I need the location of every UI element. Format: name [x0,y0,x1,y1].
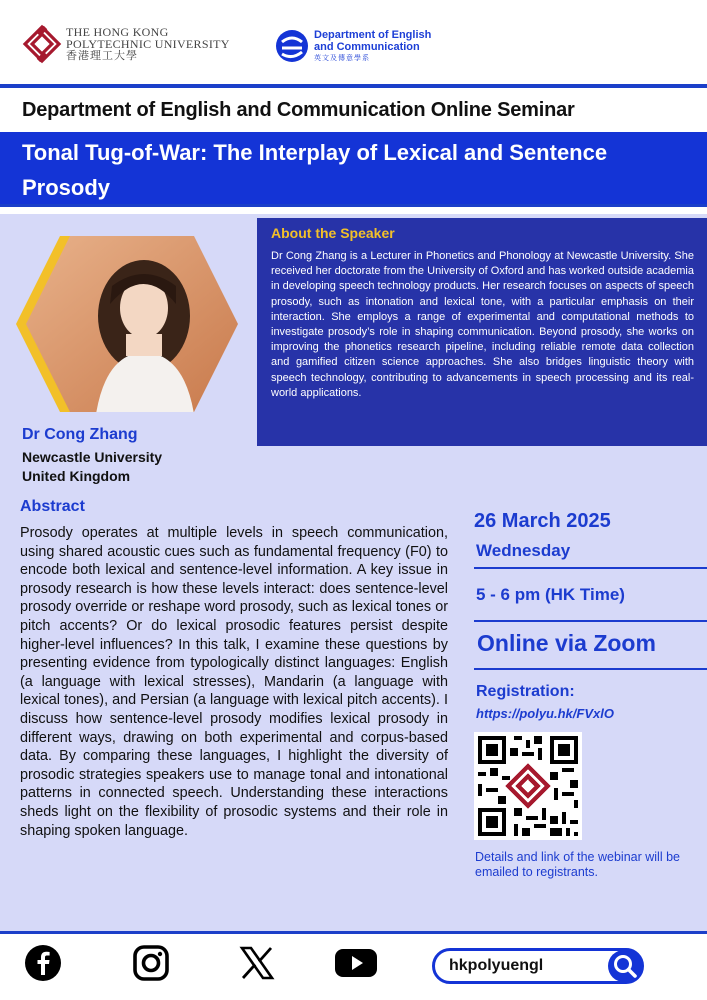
social-handle: hkpolyuengl [449,957,544,974]
university-cn: 香港理工大學 [66,50,138,62]
speaker-affiliation: Newcastle University [22,449,163,465]
x-twitter-icon[interactable] [238,944,276,982]
facebook-icon[interactable] [24,944,62,982]
polyu-logo-icon [22,24,62,64]
social-handle-search[interactable] [432,948,644,984]
speaker-country: United Kingdom [22,468,131,484]
about-speaker-text: Dr Cong Zhang is a Lecturer in Phonetics and Phonology at Newcastle University. She received her doctorate from the University of Oxford and has worked outside academia in developing speech technology products. Her research focuses on aspects of speech prosody, such as intonation and lexical tone, with a particular emphasis on their interaction. She employs a range of experimental and computational methods to investigate prosody’s role in shaping communication. Beyond prosody, she works on improving the phonetics research pipeline, including reliable remote data collection and gamified citizen science approaches. She also bridges linguistic theory with speech technology, contributing to advancements in speech processing and its real-world applications. [271,250,694,399]
abstract-title: Abstract [20,498,85,515]
event-venue: Online via Zoom [477,630,656,656]
event-date: 26 March 2025 [474,510,611,532]
seminar-series-title: Department of English and Communication Online Seminar [22,99,575,121]
speaker-name: Dr Cong Zhang [22,426,138,443]
department-logo-icon [274,28,310,64]
registration-label: Registration: [476,683,575,700]
university-line1: THE HONG KONG [66,25,169,39]
university-line2: POLYTECHNIC UNIVERSITY [66,37,230,51]
registration-qr-code[interactable] [474,732,582,840]
speaker-affiliation-block [22,448,162,486]
talk-title: Tonal Tug-of-War: The Interplay of Lexical and Sentence Prosody [22,140,608,200]
registration-note: Details and link of the webinar will be emailed to registrants. [475,850,680,879]
registration-link[interactable]: https://polyu.hk/FVxlO [476,706,614,721]
about-speaker-title: About the Speaker [271,225,395,241]
instagram-icon[interactable] [132,944,170,982]
dept-line1: Department of English [314,29,432,41]
department-name [314,29,431,65]
header [0,0,707,84]
youtube-icon[interactable] [334,944,378,982]
header-rule [0,84,707,88]
dept-cn: 英文及傳意學系 [314,55,370,62]
event-time: 5 - 6 pm (HK Time) [476,585,625,604]
divider-2 [474,620,707,622]
about-speaker-box [257,218,707,446]
divider-1 [474,567,707,569]
event-weekday: Wednesday [476,541,571,560]
search-icon [608,950,642,982]
speaker-photo [16,234,241,414]
title-band [0,132,707,204]
divider-3 [474,668,707,670]
dept-line2: and Communication [314,41,420,53]
title-rule [0,204,707,207]
university-name [66,26,230,62]
search-button[interactable] [608,950,642,982]
abstract-text: Prosody operates at multiple levels in speech communication, using shared acoustic cues such as fundamental frequency (F0) to encode both lexical and sentence-level information. A key issue in prosody research is how these levels interact: does sentence-level prosody override or reshape word prosody, such as lexical tones or pitch accents? Or do lexical prosodic features persist despite higher-level influences? In this talk, I examine these questions by presenting evidence from typologically distinct languages: English (a language with lexical stresses), Mandarin (a language with lexical tones), and Persian (a language with lexical pitch accents). I discuss how sentence-level prosody modifies lexical prosody in different ways, drawing on both experimental and corpus-based data. By comparing these languages, I highlight the diversity of prosodic strategies speakers use to manage tonal and intonational patterns in connected speech. Understanding these interactions sheds light on the flexibility of prosodic systems and their role in shaping spoken language. [20,525,448,839]
